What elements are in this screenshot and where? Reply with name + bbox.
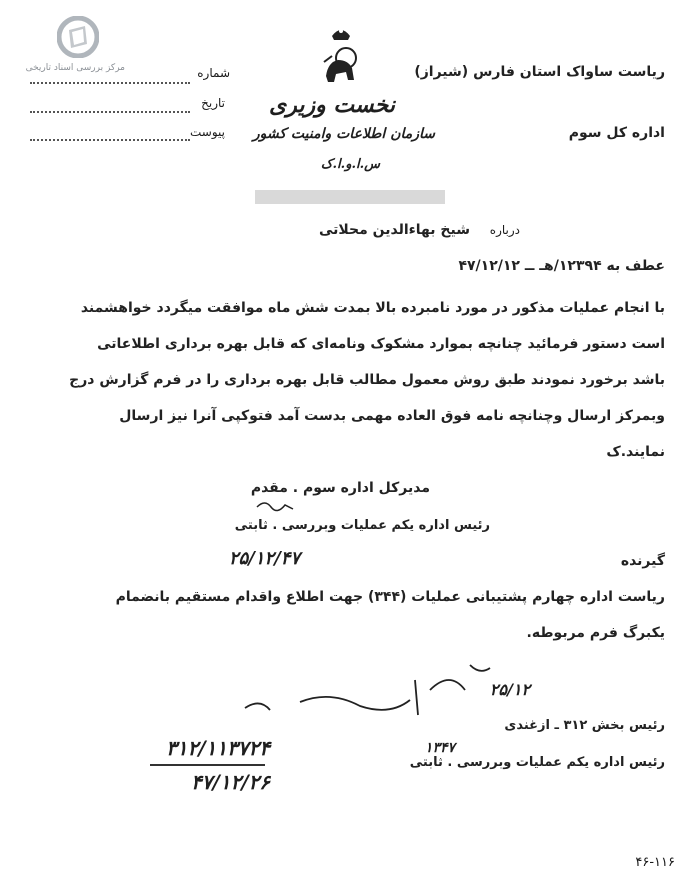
recipients-line-2: یکبرگ فرم مربوطه. [526, 625, 665, 641]
recipients-label: گیرنده [620, 553, 665, 569]
year-handwritten: ۱۳۴۷ [424, 740, 455, 756]
letterhead-org-code: س.ا.و.ا.ک [320, 157, 380, 172]
ref-date-handwritten: ۴۷/۱۲/۲۶ [190, 770, 270, 794]
body-line-1: با انجام عملیات مذکور در مورد نامبرده بالا بمدت شش ماه موافقت میگردد خواهشمند [80, 300, 665, 316]
watermark-text: مرکز بررسی اسناد تاریخی [25, 63, 125, 73]
ref-underline [150, 764, 265, 766]
attachment-field [30, 139, 190, 141]
bottom-head-ops-line: رئیس اداره یکم عملیات وبررسی . ثابتی [409, 755, 665, 770]
section-head-line: رئیس بخش ۳۱۲ ـ ازغندی [504, 718, 665, 733]
section-date: ۲۵/۱۲ [489, 680, 530, 699]
head-ops-signature: رئیس اداره یکم عملیات وبررسی . ثابتی [234, 518, 490, 533]
date-field [30, 111, 190, 113]
ref-number-handwritten: ۳۱۲/۱۱۳۷۲۴ [166, 736, 270, 760]
department-line: اداره کل سوم [568, 125, 665, 141]
number-label: شماره [197, 66, 230, 80]
body-line-2: است دستور فرمائید چنانچه بموارد مشکوک ونامه‌ای که قابل بهره برداری اطلاعاتی [97, 336, 665, 352]
handwritten-signature-icon [240, 660, 500, 720]
handwritten-date: ۲۵/۱۲/۴۷ [228, 548, 300, 569]
initials-scribble-icon [255, 497, 295, 513]
body-line-5: نمایند.ک [606, 444, 665, 460]
letterhead-org-main: نخست وزیری [269, 92, 395, 118]
page-code: ۴۶-۱۱۶ [635, 855, 675, 870]
body-line-3: باشد برخورد نمودند طبق روش معمول مطالب قابل بهره برداری را در فرم گزارش درج [69, 372, 665, 388]
recipient-line: ریاست ساواک استان فارس (شیراز) [414, 64, 665, 80]
attachment-label: پیوست [190, 125, 225, 139]
subject-text: شیخ بهاءالدین محلاتی [318, 222, 470, 238]
body-line-4: وبمرکز ارسال وچنانچه نامه فوق العاده مهمی بدست آمد فتوکپی آنرا نیز ارسال [119, 408, 665, 424]
lion-and-sun-emblem-icon [318, 22, 364, 92]
archive-logo-icon [57, 16, 99, 58]
recipients-line-1: ریاست اداره چهارم پشتیبانی عملیات (۳۴۴) جهت اطلاع واقدام مستقیم بانضمام [115, 589, 665, 605]
redaction-mark [255, 190, 445, 204]
subject-label: درباره [489, 223, 520, 237]
reference-line: عطف به ۱۲۳۹۴/هـ ــ ۴۷/۱۲/۱۲ [458, 258, 665, 274]
letterhead-org-sub: سازمان اطلاعات وامنیت کشور [252, 126, 435, 142]
number-field [30, 82, 190, 84]
date-label: تاریخ [201, 96, 225, 110]
director-signature: مدیرکل اداره سوم . مقدم [250, 480, 430, 496]
